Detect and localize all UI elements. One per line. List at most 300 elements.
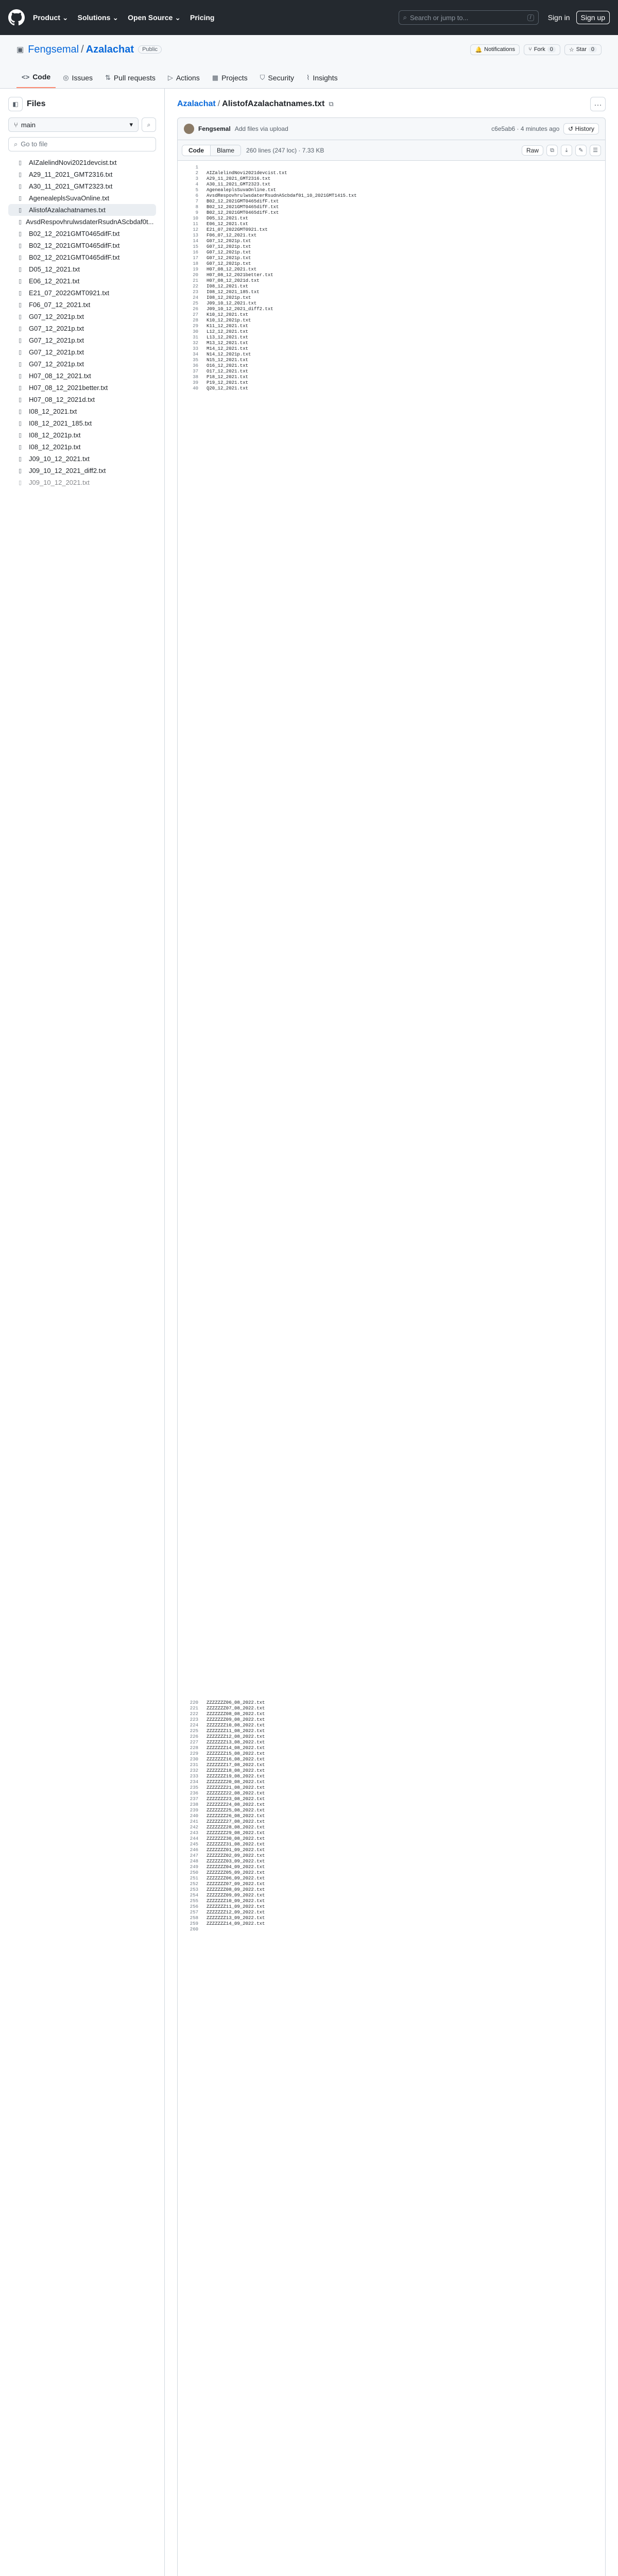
line-number[interactable]: 23 xyxy=(193,290,198,295)
line-text: ZZZZZZZ08_09_2022.txt xyxy=(207,1887,265,1892)
file-list-item[interactable] xyxy=(8,323,156,334)
breadcrumb-repo-link[interactable]: Azalachat xyxy=(177,99,216,108)
line-text: H07_08_12_2021better.txt xyxy=(207,273,273,278)
nav-product[interactable] xyxy=(33,13,68,22)
file-icon: ▯ xyxy=(19,278,22,284)
star-label: Star xyxy=(576,46,587,53)
code-line xyxy=(178,1831,605,1836)
code-line xyxy=(178,1904,605,1910)
file-list-item[interactable] xyxy=(8,240,156,251)
line-text: F06_07_12_2021.txt xyxy=(207,233,257,238)
line-number[interactable]: 247 xyxy=(190,1853,198,1858)
tab-pull-requests[interactable] xyxy=(100,74,161,88)
line-number[interactable]: 21 xyxy=(193,278,198,283)
nav-solutions[interactable] xyxy=(78,13,119,22)
line-text: ZZZZZZZ04_09_2022.txt xyxy=(207,1865,265,1870)
line-text: ZZZZZZZ19_08_2022.txt xyxy=(207,1774,265,1779)
line-number[interactable]: 246 xyxy=(190,1848,198,1853)
file-icon: ▯ xyxy=(19,337,22,344)
line-number[interactable]: 1 xyxy=(195,165,198,170)
line-number[interactable]: 22 xyxy=(193,284,198,289)
line-text: ZZZZZZZ10_08_2022.txt xyxy=(207,1723,265,1728)
file-name: I08_12_2021p.txt xyxy=(29,443,81,451)
tab-label: Issues xyxy=(72,74,93,82)
line-text: A29_11_2021_GMT2316.txt xyxy=(207,176,271,181)
tab-insights[interactable] xyxy=(301,74,343,88)
line-number[interactable]: 9 xyxy=(195,210,198,215)
line-text: G07_12_2021p.txt xyxy=(207,250,251,255)
file-list-item[interactable] xyxy=(8,204,156,216)
edit-icon[interactable]: ✎ xyxy=(575,145,587,156)
file-name: H07_08_12_2021better.txt xyxy=(29,384,108,392)
line-number[interactable]: 37 xyxy=(193,369,198,374)
line-text: K11_12_2021.txt xyxy=(207,324,249,329)
file-icon: ▯ xyxy=(19,397,22,403)
sign-up-button[interactable]: Sign up xyxy=(576,11,610,24)
line-number[interactable]: 5 xyxy=(195,188,198,193)
line-number[interactable]: 13 xyxy=(193,233,198,238)
file-list-item[interactable] xyxy=(8,334,156,346)
code-line xyxy=(178,1882,605,1887)
code-line xyxy=(178,307,605,312)
line-number[interactable]: 27 xyxy=(193,312,198,317)
line-number[interactable]: 2 xyxy=(195,171,198,176)
file-name: G07_12_2021p.txt xyxy=(29,360,84,368)
file-name: B02_12_2021GMT0465difF.txt xyxy=(29,230,120,238)
line-number[interactable]: 7 xyxy=(195,199,198,204)
line-text: ZZZZZZZ12_09_2022.txt xyxy=(207,1910,265,1915)
line-number[interactable]: 248 xyxy=(190,1859,198,1864)
line-text: L12_12_2021.txt xyxy=(207,329,249,334)
code-line xyxy=(178,1808,605,1814)
line-number[interactable]: 31 xyxy=(193,335,198,340)
tab-actions[interactable] xyxy=(163,74,205,88)
file-list-item[interactable] xyxy=(8,216,156,228)
line-number[interactable]: 254 xyxy=(190,1893,198,1898)
line-number[interactable]: 227 xyxy=(190,1740,198,1745)
line-number[interactable]: 17 xyxy=(193,256,198,261)
line-text: J09_10_12_2021_diff2.txt xyxy=(207,307,273,312)
file-list-item[interactable] xyxy=(8,477,156,488)
line-number[interactable]: 16 xyxy=(193,250,198,255)
code-line xyxy=(178,165,605,171)
copy-path-icon[interactable]: ⧉ xyxy=(329,100,334,108)
line-number[interactable]: 32 xyxy=(193,341,198,346)
file-name: G07_12_2021p.txt xyxy=(29,336,84,344)
blame-view-tab[interactable]: Blame xyxy=(211,145,241,156)
breadcrumb xyxy=(177,97,606,111)
download-icon[interactable]: ⤓ xyxy=(561,145,572,156)
line-text: I08_12_2021.txt xyxy=(207,284,249,289)
line-text: Q20_12_2021.txt xyxy=(207,386,249,391)
line-number[interactable]: 220 xyxy=(190,1700,198,1705)
file-list-item[interactable] xyxy=(8,346,156,358)
file-icon: ▯ xyxy=(19,456,22,462)
file-list-item[interactable] xyxy=(8,394,156,405)
code-line xyxy=(178,341,605,346)
history-button[interactable] xyxy=(563,123,599,134)
line-text: E06_12_2021.txt xyxy=(207,222,249,227)
line-text: O16_12_2021.txt xyxy=(207,363,249,368)
file-list-item[interactable] xyxy=(8,275,156,287)
code-line xyxy=(178,301,605,307)
line-text: ZZZZZZZ10_09_2022.txt xyxy=(207,1899,265,1904)
code-line xyxy=(178,193,605,199)
fork-button[interactable] xyxy=(524,44,560,55)
file-icon: ▯ xyxy=(19,219,22,225)
line-number[interactable]: 223 xyxy=(190,1717,198,1722)
line-text: ZZZZZZZ21_08_2022.txt xyxy=(207,1785,265,1790)
fork-icon: ⑂ xyxy=(528,46,532,53)
line-number[interactable]: 222 xyxy=(190,1711,198,1717)
line-number[interactable]: 242 xyxy=(190,1825,198,1830)
file-name: G07_12_2021p.txt xyxy=(29,325,84,332)
view-toggle xyxy=(182,145,241,156)
file-list-item[interactable] xyxy=(8,370,156,382)
code-line xyxy=(178,318,605,324)
line-number[interactable]: 238 xyxy=(190,1802,198,1807)
code-line xyxy=(178,1745,605,1751)
file-icon: ▯ xyxy=(19,349,22,355)
line-number[interactable]: 221 xyxy=(190,1706,198,1711)
line-number[interactable]: 252 xyxy=(190,1882,198,1887)
line-number[interactable]: 38 xyxy=(193,375,198,380)
notifications-button[interactable] xyxy=(470,44,520,55)
line-text: ZZZZZZZ07_08_2022.txt xyxy=(207,1706,265,1711)
star-icon: ☆ xyxy=(569,46,574,53)
line-text: B02_12_2021GMT0465difF.txt xyxy=(207,205,279,210)
code-line xyxy=(178,278,605,284)
line-text: N14_12_2021p.txt xyxy=(207,352,251,357)
line-number[interactable]: 8 xyxy=(195,205,198,210)
line-number[interactable]: 12 xyxy=(193,227,198,232)
line-text: I08_12_2021p.txt xyxy=(207,295,251,300)
file-list-item[interactable] xyxy=(8,192,156,204)
code-line xyxy=(178,273,605,278)
raw-button[interactable]: Raw xyxy=(522,145,543,156)
line-text: AIZalelindNovi2021devcist.txt xyxy=(207,171,287,176)
more-options-button[interactable]: … xyxy=(590,97,606,111)
line-number[interactable]: 36 xyxy=(193,363,198,368)
code-line xyxy=(178,1780,605,1785)
code-view-tab[interactable]: Code xyxy=(182,145,211,156)
code-line xyxy=(178,188,605,193)
file-view xyxy=(165,89,618,2576)
code-line xyxy=(178,1887,605,1893)
code-line xyxy=(178,352,605,358)
line-number[interactable]: 24 xyxy=(193,295,198,300)
file-icon: ▯ xyxy=(19,361,22,367)
repo-owner-link[interactable]: Fengsemal xyxy=(28,43,79,55)
file-icon: ▯ xyxy=(19,326,22,332)
file-icon: ▯ xyxy=(19,480,22,486)
file-name: AIZalelindNovi2021devcist.txt xyxy=(29,159,117,166)
line-number[interactable]: 4 xyxy=(195,182,198,187)
star-button[interactable] xyxy=(564,44,602,55)
file-list-item[interactable] xyxy=(8,157,156,168)
breadcrumb-separator: / xyxy=(217,99,220,108)
tab-label: Insights xyxy=(313,74,338,82)
code-line xyxy=(178,1859,605,1865)
code-line xyxy=(178,1825,605,1831)
line-number[interactable]: 3 xyxy=(195,176,198,181)
file-name: H07_08_12_2021d.txt xyxy=(29,396,95,403)
line-number[interactable]: 25 xyxy=(193,301,198,306)
file-list-item[interactable] xyxy=(8,168,156,180)
nav-label: Open Source xyxy=(128,13,173,22)
repo-icon: ▣ xyxy=(16,45,24,54)
line-text: AvsdRespovhrulwsdaterRsudnAScbdaf01_10_2021GMT1415.txt xyxy=(207,193,357,198)
line-text: M13_12_2021.txt xyxy=(207,341,249,346)
line-text: N15_12_2021.txt xyxy=(207,358,249,363)
line-number[interactable]: 231 xyxy=(190,1762,198,1768)
line-text: K10_12_2021p.txt xyxy=(207,318,251,323)
file-list-item[interactable] xyxy=(8,251,156,263)
issue-icon: ◎ xyxy=(63,74,69,81)
commit-message[interactable]: Add files via upload xyxy=(234,125,288,132)
line-number[interactable]: 234 xyxy=(190,1780,198,1785)
file-icon: ▯ xyxy=(19,314,22,320)
line-text: G07_12_2021p.txt xyxy=(207,239,251,244)
line-number[interactable]: 225 xyxy=(190,1728,198,1734)
file-list-item[interactable] xyxy=(8,417,156,429)
code-line xyxy=(178,1893,605,1899)
pull-request-icon: ⇅ xyxy=(105,74,111,81)
line-number[interactable]: 244 xyxy=(190,1836,198,1841)
line-text: ZZZZZZZ11_09_2022.txt xyxy=(207,1904,265,1909)
file-name: I08_12_2021.txt xyxy=(29,408,77,415)
line-number[interactable]: 232 xyxy=(190,1768,198,1773)
code-line xyxy=(178,1916,605,1921)
code-line xyxy=(178,1751,605,1757)
tab-issues[interactable] xyxy=(58,74,98,88)
line-text: ZZZZZZZ22_08_2022.txt xyxy=(207,1791,265,1796)
line-text: ZZZZZZZ17_08_2022.txt xyxy=(207,1762,265,1768)
tab-label: Actions xyxy=(176,74,200,82)
line-number[interactable]: 237 xyxy=(190,1797,198,1802)
file-list-item[interactable] xyxy=(8,429,156,441)
line-number[interactable]: 245 xyxy=(190,1842,198,1847)
fork-count: 0 xyxy=(547,46,556,53)
go-to-file-input[interactable] xyxy=(8,137,156,151)
line-number[interactable]: 253 xyxy=(190,1887,198,1892)
file-list-item[interactable] xyxy=(8,441,156,453)
line-text: ZZZZZZZ01_09_2022.txt xyxy=(207,1848,265,1853)
line-number[interactable]: 20 xyxy=(193,273,198,278)
sidebar-header xyxy=(8,97,156,111)
file-icon: ▯ xyxy=(19,420,22,427)
latest-commit-bar xyxy=(177,117,606,140)
code-line xyxy=(178,227,605,233)
line-number[interactable]: 33 xyxy=(193,346,198,351)
code-line xyxy=(178,1853,605,1859)
code-line xyxy=(178,1785,605,1791)
line-number[interactable]: 233 xyxy=(190,1774,198,1779)
line-number[interactable]: 28 xyxy=(193,318,198,323)
line-number[interactable]: 257 xyxy=(190,1910,198,1915)
line-number[interactable]: 250 xyxy=(190,1870,198,1875)
code-line xyxy=(178,335,605,341)
line-text: D05_12_2021.txt xyxy=(207,216,249,221)
code-line xyxy=(178,1802,605,1808)
file-name: F06_07_12_2021.txt xyxy=(29,301,91,309)
line-number[interactable]: 260 xyxy=(190,1927,198,1932)
code-line xyxy=(178,1740,605,1745)
file-list-item[interactable] xyxy=(8,263,156,275)
code-line xyxy=(178,1819,605,1825)
line-text: ZZZZZZZ08_08_2022.txt xyxy=(207,1711,265,1717)
repo-tabs xyxy=(0,64,618,89)
tab-security[interactable] xyxy=(255,74,299,88)
line-text: ZZZZZZZ06_08_2022.txt xyxy=(207,1700,265,1705)
line-text: ZZZZZZZ05_09_2022.txt xyxy=(207,1870,265,1875)
line-number[interactable]: 255 xyxy=(190,1899,198,1904)
line-text: ZZZZZZZ30_08_2022.txt xyxy=(207,1836,265,1841)
code-line xyxy=(178,1728,605,1734)
code-line xyxy=(178,256,605,261)
collapse-sidebar-button[interactable]: ◧ xyxy=(8,97,23,111)
file-list-item[interactable] xyxy=(8,299,156,311)
search-shortcut-badge: / xyxy=(527,14,534,21)
line-number[interactable]: 249 xyxy=(190,1865,198,1870)
line-number[interactable]: 239 xyxy=(190,1808,198,1813)
code-lines-bottom xyxy=(178,1700,605,1933)
file-list-item[interactable] xyxy=(8,358,156,370)
line-number[interactable]: 6 xyxy=(195,193,198,198)
line-text: P19_12_2021.txt xyxy=(207,380,249,385)
outline-icon[interactable]: ☰ xyxy=(590,145,601,156)
code-line xyxy=(178,375,605,380)
line-text: ZZZZZZZ12_08_2022.txt xyxy=(207,1734,265,1739)
commit-hash-time[interactable]: c6e5ab6 · 4 minutes ago xyxy=(491,125,560,132)
line-number[interactable]: 29 xyxy=(193,324,198,329)
file-header xyxy=(177,140,606,161)
commit-author[interactable]: Fengsemal xyxy=(198,125,231,132)
code-line xyxy=(178,358,605,363)
file-list-item[interactable] xyxy=(8,382,156,394)
nav-pricing[interactable]: Pricing xyxy=(190,13,215,22)
line-text: ZZZZZZZ06_09_2022.txt xyxy=(207,1876,265,1881)
line-number[interactable]: 235 xyxy=(190,1785,198,1790)
line-text: ZZZZZZZ18_08_2022.txt xyxy=(207,1768,265,1773)
line-text: ZZZZZZZ09_09_2022.txt xyxy=(207,1893,265,1898)
github-logo-icon[interactable] xyxy=(8,9,25,26)
line-number[interactable]: 229 xyxy=(190,1751,198,1756)
line-number[interactable]: 14 xyxy=(193,239,198,244)
play-icon: ▷ xyxy=(167,74,173,81)
line-text: ZZZZZZZ29_08_2022.txt xyxy=(207,1831,265,1836)
file-list-item[interactable] xyxy=(8,228,156,240)
line-number[interactable]: 259 xyxy=(190,1921,198,1926)
line-number[interactable]: 228 xyxy=(190,1745,198,1751)
line-number[interactable]: 251 xyxy=(190,1876,198,1881)
global-header xyxy=(0,0,618,35)
file-actions xyxy=(522,145,601,156)
line-number[interactable]: 226 xyxy=(190,1734,198,1739)
line-number[interactable]: 10 xyxy=(193,216,198,221)
nav-label: Solutions xyxy=(77,13,111,22)
search-files-button[interactable]: ⌕ xyxy=(142,117,156,132)
search-input[interactable] xyxy=(399,10,539,25)
line-number[interactable]: 230 xyxy=(190,1757,198,1762)
code-line xyxy=(178,1711,605,1717)
line-text: ZZZZZZZ02_09_2022.txt xyxy=(207,1853,265,1858)
file-meta: 260 lines (247 loc) · 7.33 KB xyxy=(246,146,324,154)
line-number[interactable]: 35 xyxy=(193,358,198,363)
code-line xyxy=(178,1870,605,1876)
file-icon: ▯ xyxy=(19,183,22,190)
file-name: AgenealeplsSuvaOnline.txt xyxy=(29,194,110,202)
tab-label: Code xyxy=(32,73,51,81)
code-line xyxy=(178,369,605,375)
line-number[interactable]: 236 xyxy=(190,1791,198,1796)
code-line xyxy=(178,1814,605,1819)
line-number[interactable]: 30 xyxy=(193,329,198,334)
tab-code[interactable] xyxy=(16,73,56,88)
line-number[interactable]: 11 xyxy=(193,222,198,227)
file-name: E21_07_2022GMT0921.txt xyxy=(29,289,110,297)
tab-projects[interactable] xyxy=(207,74,253,88)
code-line xyxy=(178,1774,605,1780)
search-icon: ⌕ xyxy=(14,140,18,148)
line-number[interactable]: 258 xyxy=(190,1916,198,1921)
line-text: ZZZZZZZ26_08_2022.txt xyxy=(207,1814,265,1819)
breadcrumb-file: AlistofAzalachatnames.txt xyxy=(222,99,325,108)
copy-icon[interactable]: ⧉ xyxy=(546,145,558,156)
file-list-item[interactable] xyxy=(8,453,156,465)
line-text: E21_07_2022GMT0921.txt xyxy=(207,227,268,232)
file-list xyxy=(8,157,156,488)
code-line xyxy=(178,176,605,182)
code-line xyxy=(178,380,605,386)
line-number[interactable]: 15 xyxy=(193,244,198,249)
line-number[interactable]: 256 xyxy=(190,1904,198,1909)
file-list-item[interactable] xyxy=(8,180,156,192)
branch-selector[interactable] xyxy=(8,117,139,132)
repo-name-link[interactable]: Azalachat xyxy=(85,43,134,55)
line-number[interactable]: 34 xyxy=(193,352,198,357)
line-number[interactable]: 241 xyxy=(190,1819,198,1824)
file-list-item[interactable] xyxy=(8,405,156,417)
shield-icon: ⛉ xyxy=(260,74,265,81)
line-text: ZZZZZZZ20_08_2022.txt xyxy=(207,1780,265,1785)
avatar[interactable] xyxy=(184,124,194,134)
line-text: B02_12_2021GMT0465difF.txt xyxy=(207,210,279,215)
line-number[interactable]: 240 xyxy=(190,1814,198,1819)
line-number[interactable]: 18 xyxy=(193,261,198,266)
line-number[interactable]: 19 xyxy=(193,267,198,272)
line-number[interactable]: 26 xyxy=(193,307,198,312)
code-line xyxy=(178,233,605,239)
file-list-item[interactable] xyxy=(8,311,156,323)
line-number[interactable]: 40 xyxy=(193,386,198,391)
code-line xyxy=(178,261,605,267)
file-name: D05_12_2021.txt xyxy=(29,265,80,273)
code-lines-top xyxy=(178,165,605,392)
nav-open-source[interactable] xyxy=(128,13,181,22)
line-number[interactable]: 243 xyxy=(190,1831,198,1836)
code-line xyxy=(178,284,605,290)
code-line xyxy=(178,182,605,188)
line-text: ZZZZZZZ25_08_2022.txt xyxy=(207,1808,265,1813)
line-number[interactable]: 39 xyxy=(193,380,198,385)
chevron-down-icon: ⌄ xyxy=(62,13,68,22)
file-list-item[interactable] xyxy=(8,465,156,477)
code-line xyxy=(178,171,605,176)
line-number[interactable]: 224 xyxy=(190,1723,198,1728)
file-list-item[interactable] xyxy=(8,287,156,299)
sign-in-link[interactable]: Sign in xyxy=(547,13,570,22)
